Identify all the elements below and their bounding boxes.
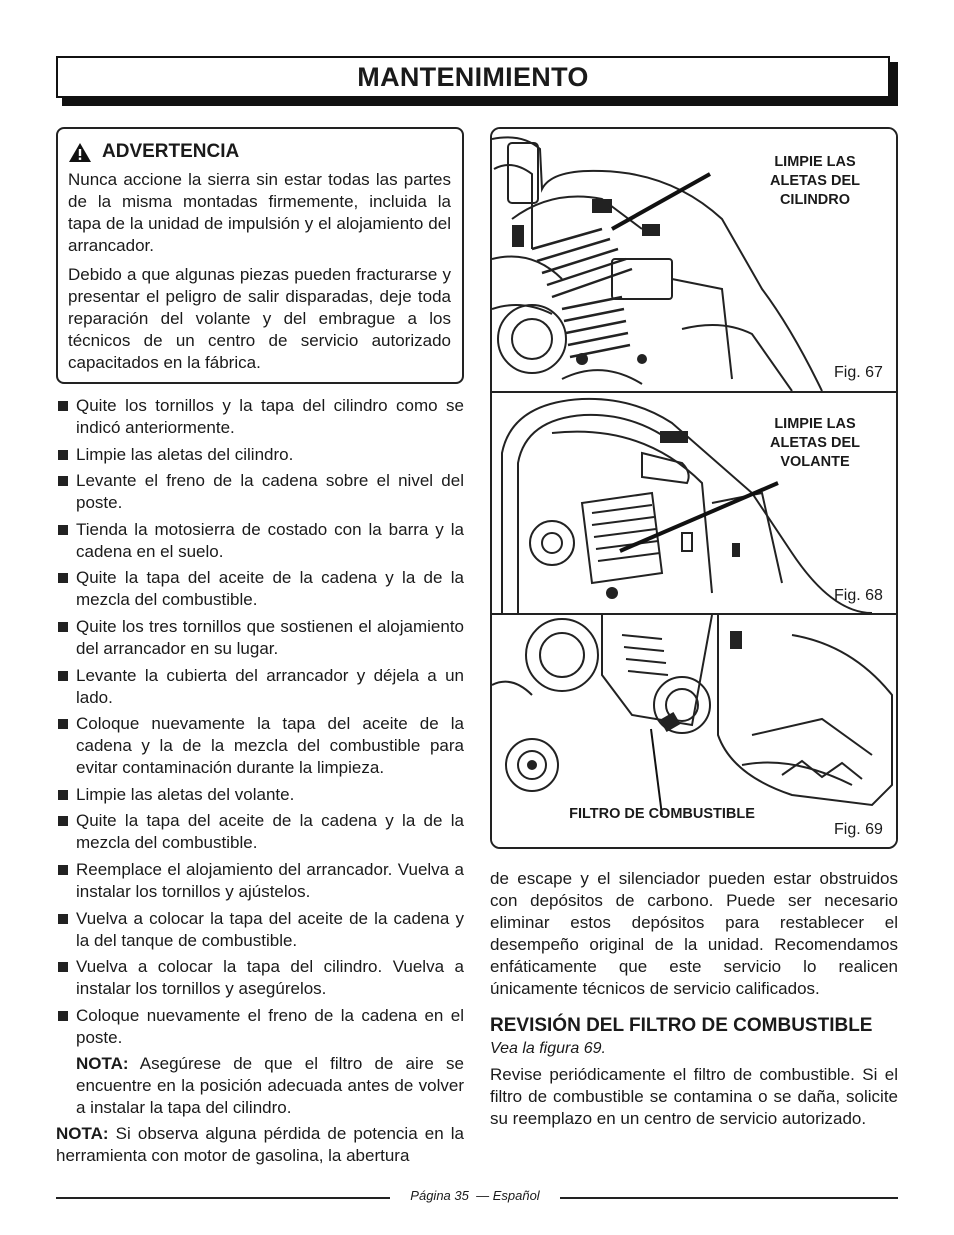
bullet-square-icon — [58, 865, 68, 875]
right-column — [490, 868, 898, 1130]
step-item: Limpie las aletas del volante. — [56, 784, 464, 806]
fuel-filter-paragraph: Revise periódicamente el filtro de combustible. Si el filtro de combustible se contamina o se daña, solicite su reemplazo en un centro de servicio autorizado. — [490, 1065, 898, 1128]
step-item: Limpie las aletas del cilindro. — [56, 444, 464, 466]
bullet-square-icon — [58, 1011, 68, 1021]
warning-paragraph: Nunca accione la sierra sin estar todas las partes de la misma montadas firmemente, incluida la tapa de la unidad de impulsión y el alojamiento del arrancador. — [68, 170, 451, 255]
figure-68-panel — [492, 393, 896, 613]
bullet-square-icon — [58, 816, 68, 826]
warning-title: ADVERTENCIA — [102, 141, 240, 162]
bullet-square-icon — [58, 962, 68, 972]
figure-67-callout: LIMPIE LAS ALETAS DEL CILINDRO — [770, 154, 860, 208]
step-item: Coloque nuevamente la tapa del aceite de la cadena y la de la mezcla del combustible para evitar contaminación durante la limpieza. — [56, 713, 464, 779]
step-item: Coloque nuevamente el freno de la cadena en el poste. — [56, 1005, 464, 1049]
note-power-loss: NOTA: Si observa alguna pérdida de potencia en la herramienta con motor de gasolina, la abertura — [56, 1124, 464, 1166]
bullet-square-icon — [58, 671, 68, 681]
header-banner — [56, 56, 890, 98]
section-title: REVISIÓN DEL FILTRO DE COMBUSTIBLE — [490, 1015, 873, 1036]
note-continuation: de escape y el silenciador pueden estar obstruidos con depósitos de carbono. Puede ser necesario eliminar estos depósitos para restablecer el desempeño original de la unidad. Recomendamos enfáticamente que este servicio lo realicen únicamente técnicos de servicio calificados. — [490, 869, 898, 998]
bullet-square-icon — [58, 622, 68, 632]
step-item: Quite los tres tornillos que sostienen el alojamiento del arrancador en su lugar. — [56, 616, 464, 660]
step-item: Tienda la motosierra de costado con la barra y la cadena en el suelo. — [56, 519, 464, 563]
warning-paragraph: Debido a que algunas piezas pueden fracturarse y presentar el peligro de salir disparadas, deje toda reparación del volante y del embrague a los técnicos de un centro de servicio autorizado capacitados en la fábrica. — [68, 265, 451, 372]
figure-69-label: Fig. 69 — [834, 821, 883, 838]
page-title: MANTENIMIENTO — [357, 61, 589, 92]
bullet-square-icon — [58, 450, 68, 460]
step-item: Quite la tapa del aceite de la cadena y la de la mezcla del combustible. — [56, 567, 464, 611]
page-footer — [390, 1188, 560, 1203]
step-item: Quite los tornillos y la tapa del cilindro como se indicó anteriormente. — [56, 395, 464, 439]
figure-69-panel — [492, 615, 896, 847]
warning-header — [68, 141, 451, 163]
figure-69-callout: FILTRO DE COMBUSTIBLE — [569, 806, 755, 822]
step-item: Quite la tapa del aceite de la cadena y la de la mezcla del combustible. — [56, 810, 464, 854]
bullet-square-icon — [58, 790, 68, 800]
footer-rule — [56, 1197, 390, 1199]
note-air-filter: NOTA: Asegúrese de que el filtro de aire se encuentre en la posición adecuada antes de volver a instalar la tapa del cilindro. — [76, 1054, 464, 1118]
bullet-square-icon — [58, 525, 68, 535]
bullet-square-icon — [58, 914, 68, 924]
figure-67-panel — [492, 129, 896, 391]
figure-68-callout: LIMPIE LAS ALETAS DEL VOLANTE — [770, 416, 860, 470]
footer-rule — [560, 1197, 898, 1199]
figure-box — [490, 127, 898, 849]
language-label: — Español — [476, 1188, 540, 1203]
step-item: Vuelva a colocar la tapa del cilindro. Vuelva a instalar los tornillos y asegúrelos. — [56, 956, 464, 1000]
step-item: Reemplace el alojamiento del arrancador. Vuelva a instalar los tornillos y ajústelos. — [56, 859, 464, 903]
warning-triangle-icon — [68, 142, 92, 163]
step-item: Levante la cubierta del arrancador y déjela a un lado. — [56, 665, 464, 709]
figure-reference: Vea la figura 69. — [490, 1040, 606, 1057]
bullet-square-icon — [58, 719, 68, 729]
page-number: Página 35 — [410, 1188, 469, 1203]
bullet-square-icon — [58, 476, 68, 486]
figure-68-label: Fig. 68 — [834, 587, 883, 604]
bullet-square-icon — [58, 573, 68, 583]
warning-box — [56, 127, 464, 384]
step-item: Vuelva a colocar la tapa del aceite de la cadena y la del tanque de combustible. — [56, 908, 464, 952]
bullet-square-icon — [58, 401, 68, 411]
step-item: Levante el freno de la cadena sobre el nivel del poste. — [56, 470, 464, 514]
maintenance-steps — [56, 395, 464, 1167]
figure-67-label: Fig. 67 — [834, 364, 883, 381]
